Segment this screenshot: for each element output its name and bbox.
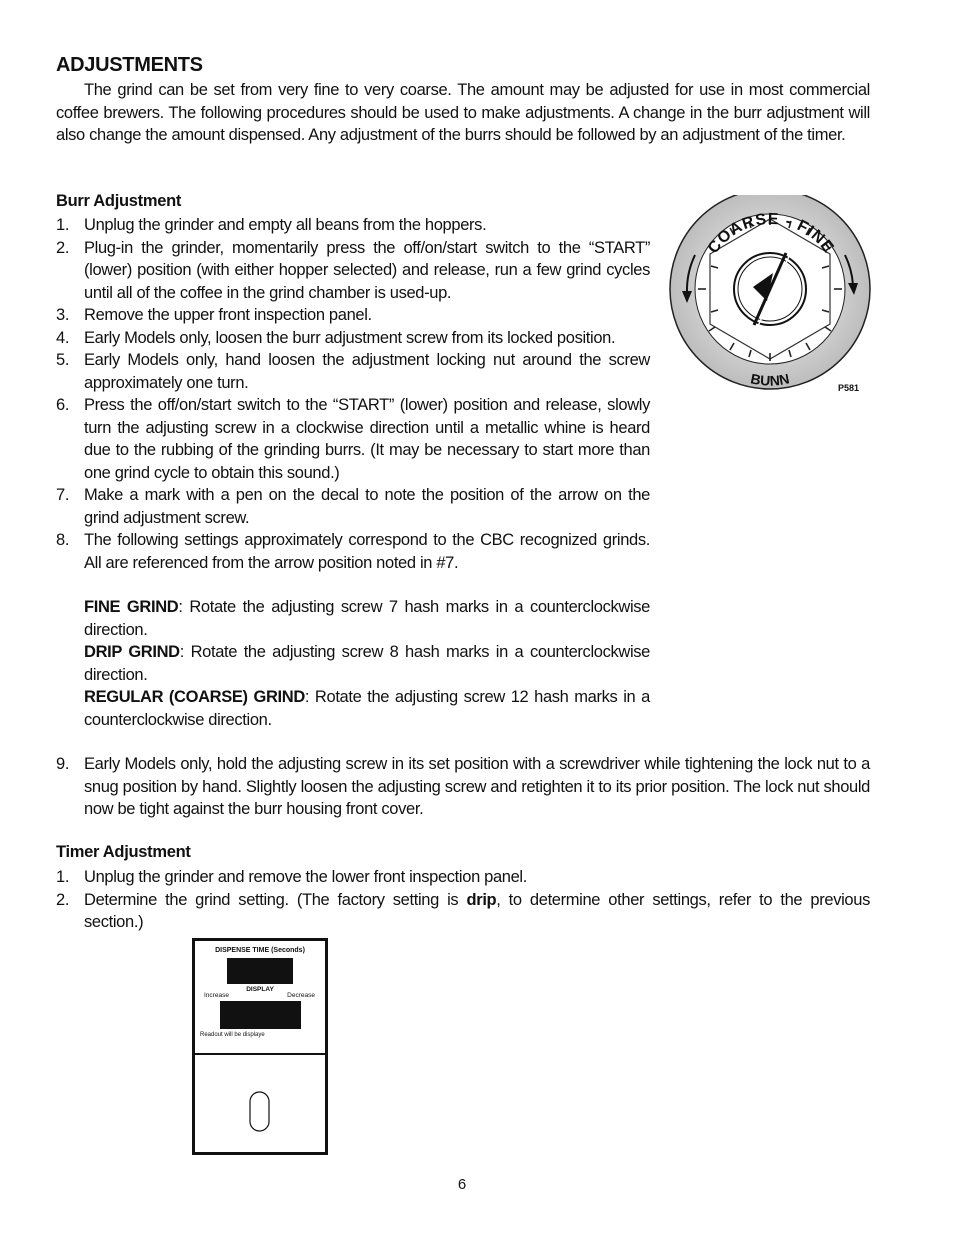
step-text: Make a mark with a pen on the decal to note the position of the arrow on the grind adjustment screw. (84, 486, 650, 527)
step-number: 4. (56, 328, 70, 347)
step-number: 7. (56, 486, 70, 504)
step-text: Unplug the grinder and empty all beans from the hoppers. (84, 216, 487, 234)
grind-text: : Rotate the adjusting screw 7 hash marks in a counterclockwise direction. (84, 598, 650, 639)
fine-grind-setting (84, 596, 650, 641)
coarse-fine-label: COARSE - FINE (704, 210, 838, 257)
burr-step-1 (56, 214, 650, 237)
step-number: 9. (56, 755, 70, 773)
step-number: 8. (56, 531, 70, 549)
step-text-cont: , to determine other settings, refer to the previous section.) (84, 890, 870, 931)
burr-dial-figure (665, 195, 875, 400)
control-buttons-area (220, 1001, 301, 1029)
factory-setting: drip (466, 890, 497, 909)
display-label: DISPLAY (246, 986, 274, 993)
intro-text: The grind can be set from very fine to very coarse. The amount may be adjusted for use in most commercial coffee brewers. The following procedures should be used to make adjustments. A change in the burr adjustment will also change the amount dispensed. Any adjustment of the burrs should be followed by an adjustment of the timer. (56, 81, 870, 144)
step-text: Early Models only, hand loosen the adjustment locking nut around the screw approximately one turn. (84, 351, 650, 392)
decrease-label: Decrease (287, 992, 315, 999)
grind-label: DRIP GRIND (84, 643, 180, 661)
switch-slot (250, 1092, 269, 1131)
intro-paragraph (56, 79, 870, 147)
grind-text: : Rotate the adjusting screw 12 hash marks in a counterclockwise direction. (84, 688, 650, 729)
grind-settings (56, 596, 650, 731)
readout-text: Readout will be displaye (200, 1032, 265, 1038)
timer-panel-figure (192, 938, 330, 1157)
step-number: 1. (56, 216, 70, 234)
step-number: 6. (56, 396, 70, 414)
step-text: Plug-in the grinder, momentarily press the off/on/start switch to the “START” (lower) position (with either hopper selected) and release, run a few grind cycles until all of the coffee in the grind chamber is used-up. (84, 238, 650, 302)
burr-step-9 (56, 753, 870, 821)
burr-step-2 (56, 237, 650, 305)
increase-label: Increase (204, 992, 229, 999)
figure-ref: P581 (838, 383, 860, 393)
burr-step-5 (56, 349, 650, 394)
page-heading: ADJUSTMENTS (56, 54, 203, 76)
timer-step-1 (56, 866, 870, 889)
burr-step-8 (56, 529, 650, 574)
step-text: Early Models only, loosen the burr adjustment screw from its locked position. (84, 328, 616, 347)
dispense-time-title: DISPENSE TIME (Seconds) (215, 947, 305, 954)
timer-adjustment-heading: Timer Adjustment (56, 843, 191, 861)
step-text: Remove the upper front inspection panel. (84, 306, 372, 324)
grind-text: : Rotate the adjusting screw 8 hash marks in a counterclockwise direction. (84, 643, 651, 684)
step-number: 2. (56, 238, 70, 257)
grind-label: FINE GRIND (84, 598, 179, 616)
page-number: 6 (457, 1176, 467, 1193)
timer-step-2 (56, 889, 870, 934)
burr-step-7 (56, 484, 650, 529)
burr-step-3 (56, 304, 650, 327)
step-number: 1. (56, 868, 70, 886)
step-text: Early Models only, hold the adjusting screw in its set position with a screwdriver while tightening the lock nut to a snug position by hand. Slightly loosen the adjusting screw and retighten it to its prior position. The lock nut should now be tight against the burr housing front cover. (84, 755, 870, 818)
burr-step-9-list (56, 753, 870, 821)
burr-step-6 (56, 394, 650, 484)
burr-adjustment-heading: Burr Adjustment (56, 192, 182, 210)
display-window (227, 958, 293, 984)
step-number: 2. (56, 890, 70, 909)
step-text: Press the off/on/start switch to the “START” (lower) position and release, slowly turn the adjusting screw in a clockwise direction until a metallic whine is heard due to the rubbing of the grinding burrs. (It may be necessary to start more than one grind cycle to obtain this sound.) (84, 396, 650, 482)
burr-step-4 (56, 327, 650, 350)
regular-grind-setting (84, 686, 650, 731)
step-text: Determine the grind setting. (The factory setting is (84, 890, 467, 909)
step-text: The following settings approximately correspond to the CBC recognized grinds. All are referenced from the arrow position noted in #7. (84, 531, 650, 572)
step-number: 3. (56, 306, 70, 324)
grind-label: REGULAR (COARSE) GRIND (84, 688, 305, 706)
burr-steps-list (56, 214, 650, 574)
step-text: Unplug the grinder and remove the lower front inspection panel. (84, 868, 527, 886)
bunn-logo: BUNN (749, 370, 791, 389)
timer-steps-list (56, 866, 870, 934)
step-number: 5. (56, 351, 70, 369)
drip-grind-setting (84, 641, 650, 686)
